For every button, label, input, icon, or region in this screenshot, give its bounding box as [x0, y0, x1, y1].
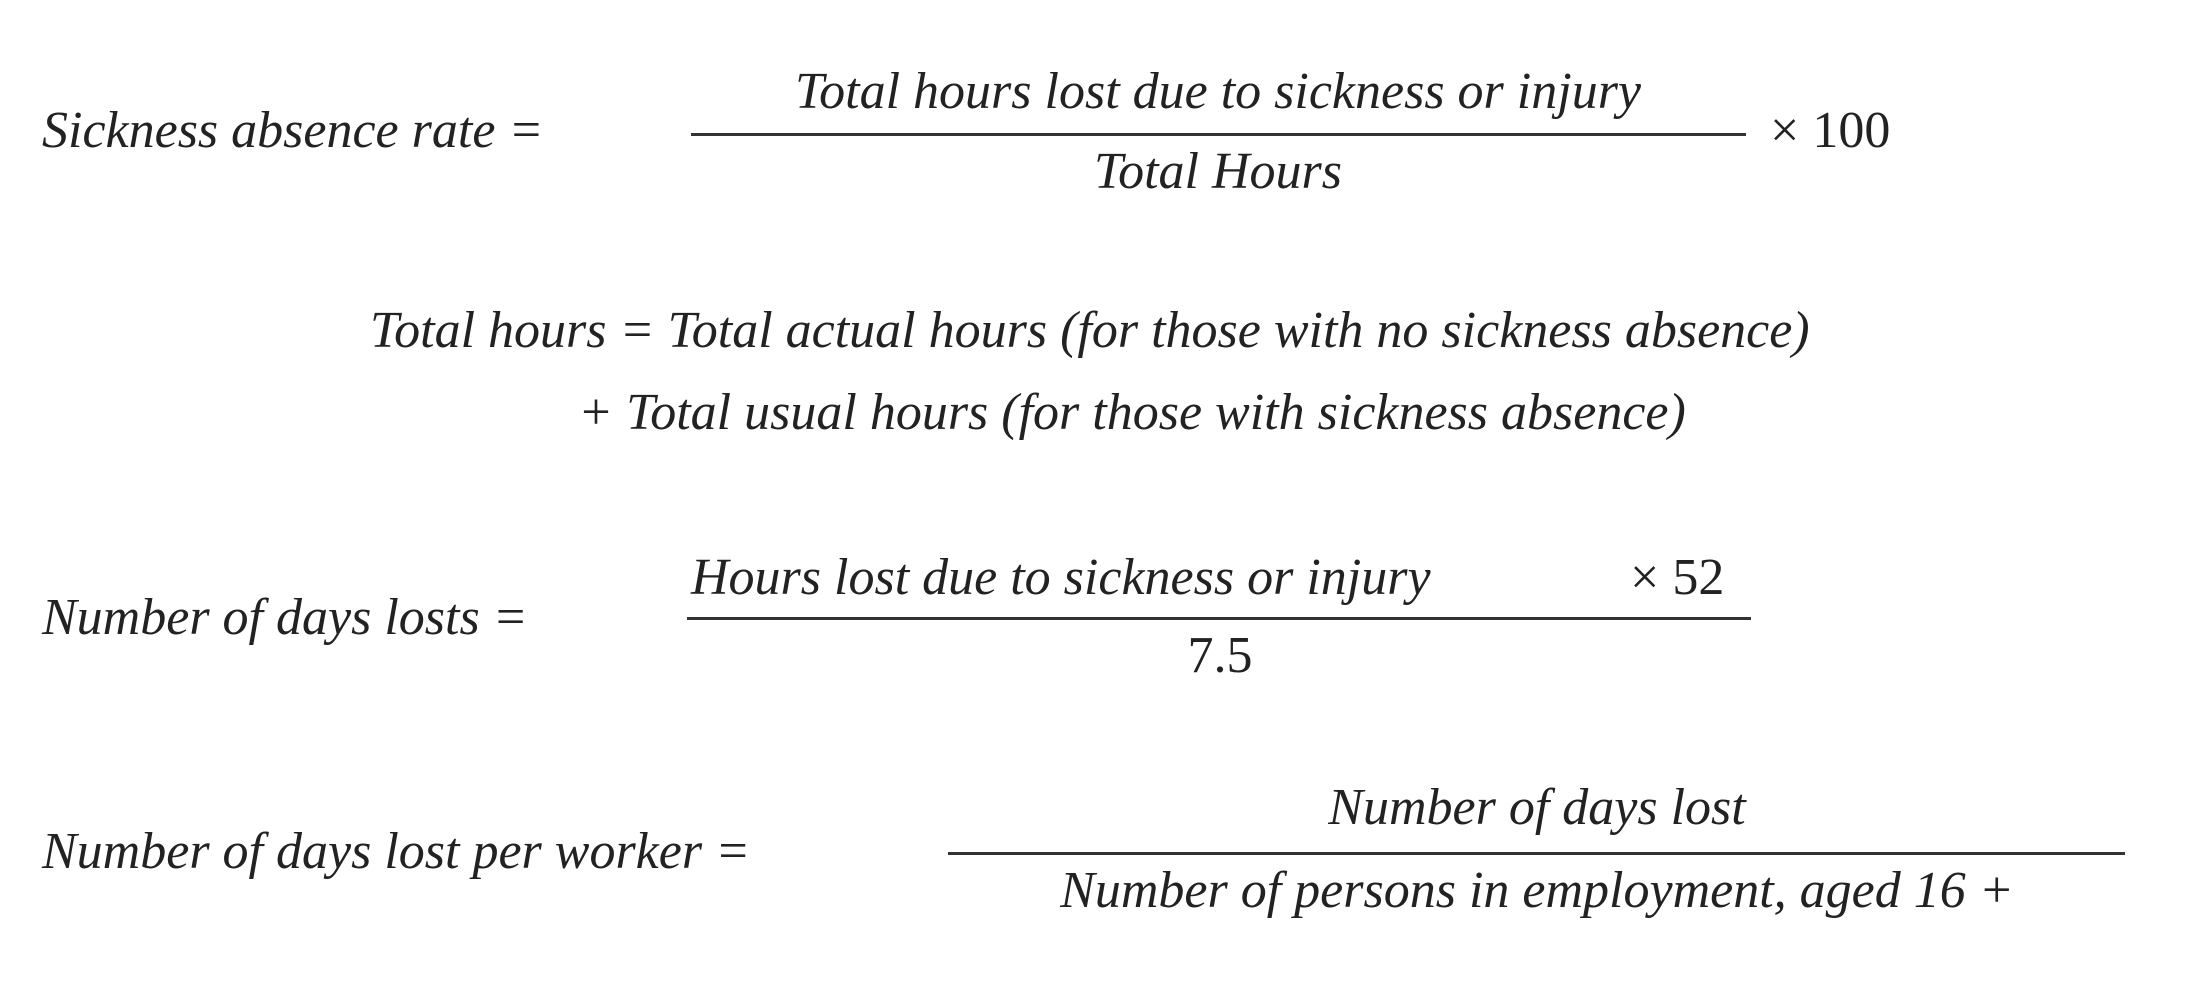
- fraction-numerator: Hours lost due to sickness or injury: [691, 549, 1431, 606]
- multiplier: × 100: [1770, 102, 1891, 159]
- fraction-numerator: Total hours lost due to sickness or injury: [794, 63, 1642, 120]
- fraction-numerator: Number of days lost: [1328, 779, 1746, 836]
- equation-line-1: Total hours = Total actual hours (for those with no sickness absence): [370, 302, 1810, 359]
- equation-lhs: Number of days lost per worker =: [42, 823, 751, 880]
- multiplier: × 52: [1630, 549, 1725, 606]
- equation-lhs: Sickness absence rate =: [42, 102, 544, 159]
- fraction-bar: [691, 133, 1746, 136]
- fraction-bar: [948, 852, 2125, 855]
- fraction-denominator: Total Hours: [1093, 143, 1343, 200]
- fraction-denominator: Number of persons in employment, aged 16 +: [1060, 862, 2014, 919]
- equation-lhs: Number of days losts =: [42, 589, 528, 646]
- fraction-denominator: 7.5: [1187, 627, 1253, 684]
- equation-line-2: + Total usual hours (for those with sickness absence): [578, 384, 1686, 441]
- fraction-bar: [687, 617, 1751, 620]
